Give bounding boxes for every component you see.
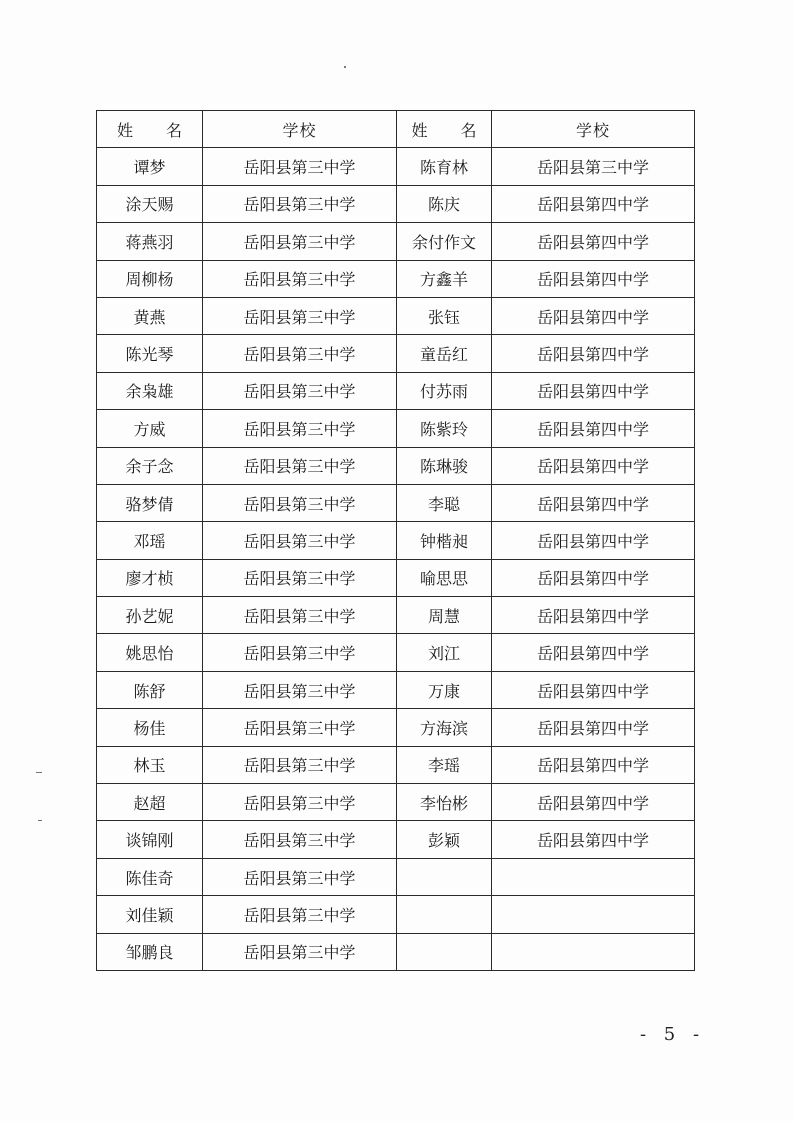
header-school-right: 学校 <box>492 111 695 148</box>
scan-speck <box>38 820 42 821</box>
school-right <box>492 858 695 895</box>
school-right: 岳阳县第三中学 <box>492 148 695 185</box>
school-right: 岳阳县第四中学 <box>492 372 695 409</box>
student-name-left: 蒋燕羽 <box>97 223 203 260</box>
school-left: 岳阳县第三中学 <box>203 335 397 372</box>
table-row <box>97 260 695 297</box>
table-row <box>97 858 695 895</box>
scan-speck <box>344 66 346 68</box>
student-name-left: 赵超 <box>97 784 203 821</box>
school-right: 岳阳县第四中学 <box>492 746 695 783</box>
school-left: 岳阳县第三中学 <box>203 821 397 858</box>
student-name-left: 涂天赐 <box>97 185 203 222</box>
school-right: 岳阳县第四中学 <box>492 671 695 708</box>
student-name-left: 骆梦倩 <box>97 484 203 521</box>
student-name-right: 陈紫玲 <box>397 410 492 447</box>
table-row <box>97 447 695 484</box>
student-name-left: 杨佳 <box>97 709 203 746</box>
school-right <box>492 933 695 970</box>
header-school-left: 学校 <box>203 111 397 148</box>
student-name-right <box>397 858 492 895</box>
school-left: 岳阳县第三中学 <box>203 559 397 596</box>
student-name-right: 钟楷昶 <box>397 522 492 559</box>
student-name-right: 张钰 <box>397 297 492 334</box>
school-right: 岳阳县第四中学 <box>492 223 695 260</box>
student-name-right <box>397 933 492 970</box>
student-name-right: 周慧 <box>397 597 492 634</box>
school-left: 岳阳县第三中学 <box>203 896 397 933</box>
student-name-right: 刘江 <box>397 634 492 671</box>
table-row <box>97 484 695 521</box>
table-row <box>97 896 695 933</box>
student-name-left: 黄燕 <box>97 297 203 334</box>
school-left: 岳阳县第三中学 <box>203 484 397 521</box>
header-name-left: 姓 名 <box>97 111 203 148</box>
student-name-right: 方海滨 <box>397 709 492 746</box>
student-name-right: 方鑫羊 <box>397 260 492 297</box>
school-left: 岳阳县第三中学 <box>203 185 397 222</box>
school-right: 岳阳县第四中学 <box>492 784 695 821</box>
table-row <box>97 185 695 222</box>
student-name-left: 谈锦刚 <box>97 821 203 858</box>
student-name-left: 谭梦 <box>97 148 203 185</box>
school-left: 岳阳县第三中学 <box>203 933 397 970</box>
student-name-right: 李瑶 <box>397 746 492 783</box>
school-right: 岳阳县第四中学 <box>492 410 695 447</box>
student-name-left: 林玉 <box>97 746 203 783</box>
student-name-right: 余付作文 <box>397 223 492 260</box>
school-left: 岳阳县第三中学 <box>203 858 397 895</box>
school-left: 岳阳县第三中学 <box>203 709 397 746</box>
table-row <box>97 821 695 858</box>
student-name-right: 童岳红 <box>397 335 492 372</box>
student-name-left: 方威 <box>97 410 203 447</box>
school-right: 岳阳县第四中学 <box>492 335 695 372</box>
school-left: 岳阳县第三中学 <box>203 447 397 484</box>
student-name-right: 李聪 <box>397 484 492 521</box>
student-name-right: 彭颖 <box>397 821 492 858</box>
school-left: 岳阳县第三中学 <box>203 297 397 334</box>
table-row <box>97 559 695 596</box>
table-row <box>97 522 695 559</box>
school-left: 岳阳县第三中学 <box>203 522 397 559</box>
student-name-right: 喻思思 <box>397 559 492 596</box>
student-name-right: 陈育林 <box>397 148 492 185</box>
student-name-left: 余子念 <box>97 447 203 484</box>
student-name-left: 孙艺妮 <box>97 597 203 634</box>
student-name-right: 陈琳骏 <box>397 447 492 484</box>
school-left: 岳阳县第三中学 <box>203 260 397 297</box>
school-right: 岳阳县第四中学 <box>492 634 695 671</box>
school-right: 岳阳县第四中学 <box>492 709 695 746</box>
student-name-left: 刘佳颖 <box>97 896 203 933</box>
school-left: 岳阳县第三中学 <box>203 671 397 708</box>
school-left: 岳阳县第三中学 <box>203 372 397 409</box>
school-left: 岳阳县第三中学 <box>203 223 397 260</box>
page-number: - 5 - <box>640 1024 706 1045</box>
school-right: 岳阳县第四中学 <box>492 522 695 559</box>
school-right: 岳阳县第四中学 <box>492 821 695 858</box>
student-name-right: 陈庆 <box>397 185 492 222</box>
table-row <box>97 372 695 409</box>
school-right: 岳阳县第四中学 <box>492 297 695 334</box>
header-name-right: 姓 名 <box>397 111 492 148</box>
student-name-left: 邹鹏良 <box>97 933 203 970</box>
student-name-left: 邓瑶 <box>97 522 203 559</box>
table-row <box>97 335 695 372</box>
student-name-right: 万康 <box>397 671 492 708</box>
school-right: 岳阳县第四中学 <box>492 484 695 521</box>
school-right: 岳阳县第四中学 <box>492 260 695 297</box>
student-name-left: 廖才桢 <box>97 559 203 596</box>
student-name-left: 姚思怡 <box>97 634 203 671</box>
school-left: 岳阳县第三中学 <box>203 634 397 671</box>
table-row <box>97 746 695 783</box>
table-row <box>97 933 695 970</box>
table-row <box>97 671 695 708</box>
student-name-left: 周柳杨 <box>97 260 203 297</box>
table-row <box>97 297 695 334</box>
table-row <box>97 410 695 447</box>
student-name-left: 陈光琴 <box>97 335 203 372</box>
school-right: 岳阳县第四中学 <box>492 597 695 634</box>
table-row <box>97 223 695 260</box>
table-row <box>97 634 695 671</box>
student-name-right: 李怡彬 <box>397 784 492 821</box>
student-name-right <box>397 896 492 933</box>
table-row <box>97 709 695 746</box>
school-left: 岳阳县第三中学 <box>203 597 397 634</box>
school-left: 岳阳县第三中学 <box>203 410 397 447</box>
table-row <box>97 597 695 634</box>
student-name-left: 陈舒 <box>97 671 203 708</box>
scan-speck <box>36 772 42 773</box>
table-row <box>97 148 695 185</box>
name-school-table <box>96 110 695 971</box>
school-right: 岳阳县第四中学 <box>492 185 695 222</box>
school-left: 岳阳县第三中学 <box>203 784 397 821</box>
school-right: 岳阳县第四中学 <box>492 559 695 596</box>
school-left: 岳阳县第三中学 <box>203 746 397 783</box>
student-name-left: 陈佳奇 <box>97 858 203 895</box>
table-body <box>97 148 695 971</box>
school-right <box>492 896 695 933</box>
school-right: 岳阳县第四中学 <box>492 447 695 484</box>
student-name-right: 付苏雨 <box>397 372 492 409</box>
student-name-left: 余枭雄 <box>97 372 203 409</box>
school-left: 岳阳县第三中学 <box>203 148 397 185</box>
table-row <box>97 784 695 821</box>
table-header-row <box>97 111 695 148</box>
